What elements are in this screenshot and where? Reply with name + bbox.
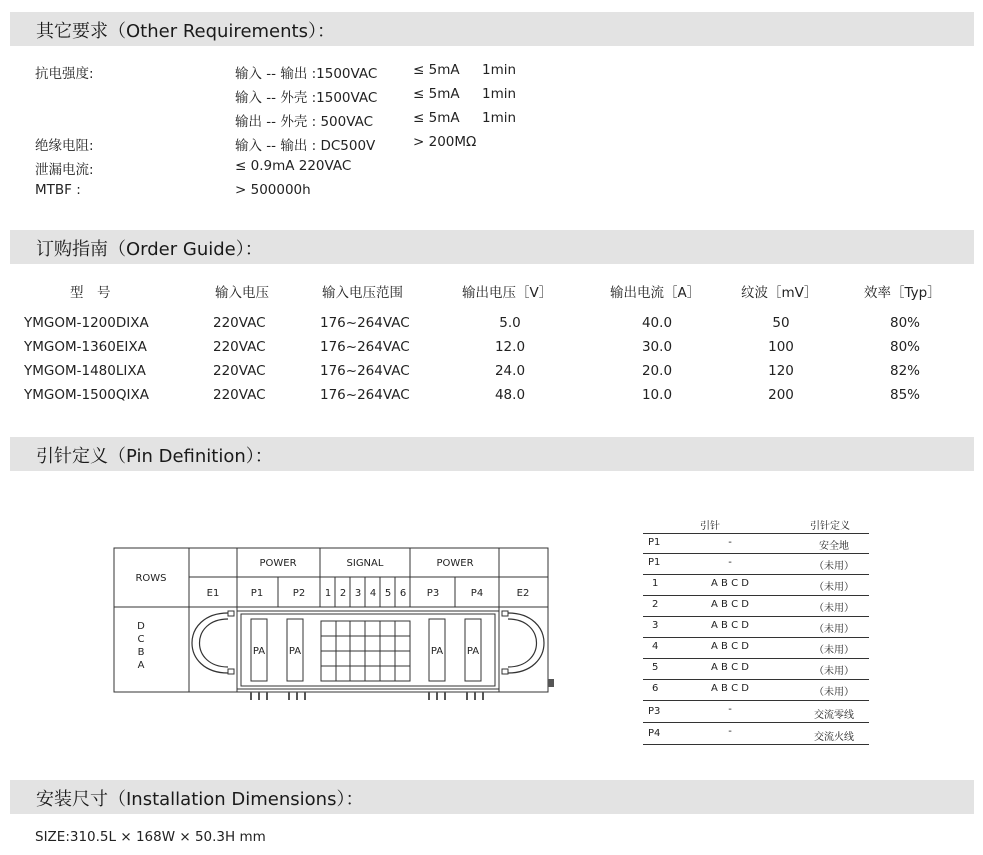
req-value: ≤ 0.9mA 220VAC [235,158,352,174]
pin-cell-rows: A B C D [711,641,749,652]
pin-cell-def: （未用） [814,666,854,677]
left-guide-arc [192,611,234,674]
order-header: 型 号 [70,285,111,301]
order-header: 纹波［mV］ [741,285,818,301]
table-rule [643,679,869,680]
table-rule [643,616,869,617]
pin-cell-rows: A B C D [711,683,749,694]
order-header: 输出电流［A］ [610,285,701,301]
sig-pin-4: 4 [369,588,377,599]
pin-e2: E2 [516,588,530,599]
req-duration: 1min [482,86,517,102]
sig-pin-2: 2 [339,588,347,599]
pin-table-header: 引针定义 [810,521,850,532]
right-guide-arc [502,611,544,674]
connector-diagram [110,545,560,705]
pin-cell-rows: A B C D [711,578,749,589]
pa-label: PA [430,646,444,657]
table-rule [643,574,869,575]
order-header: 输入电压 [215,285,269,301]
rows-label: ROWS [135,573,167,584]
req-limit: > 200MΩ [413,134,477,150]
table-rule [643,553,869,554]
row-letter-c: C [137,634,145,645]
pin-cell-def: （未用） [814,582,854,593]
order-cell: 220VAC [213,387,266,403]
sig-pin-6: 6 [399,588,407,599]
pin-cell-rows: - [728,557,732,568]
power-label-left: POWER [259,558,297,569]
table-rule [643,533,869,534]
signal-contact-grid [321,621,410,681]
order-cell: 82% [889,363,920,379]
pin-p4: P4 [470,588,484,599]
size-spec: SIZE:310.5L × 168W × 50.3H mm [35,829,266,845]
order-cell-model: YMGOM-1500QIXA [24,387,149,403]
order-cell: 176~264VAC [320,363,410,379]
section-title-order-guide: 订购指南（Order Guide）： [36,239,263,260]
section-band-pin-definition [10,437,974,471]
section-band-installation-dimensions [10,780,974,814]
req-value: 输出 -- 外壳 : 500VAC [235,114,374,130]
pin-cell-id: 5 [652,662,659,673]
pin-p2: P2 [292,588,306,599]
pin-table-header: 引针 [700,521,720,532]
pin-cell-def: （未用） [814,645,854,656]
section-title-pin-definition: 引针定义（Pin Definition）： [36,446,273,467]
req-duration: 1min [482,62,517,78]
section-band-other-requirements [10,12,974,46]
pa-label: PA [252,646,266,657]
signal-label: SIGNAL [346,558,384,569]
order-cell: 10.0 [641,387,673,403]
section-title-other-requirements: 其它要求（Other Requirements）： [36,21,335,42]
pin-cell-id: 6 [652,683,659,694]
row-letter-d: D [137,621,145,632]
order-header: 输入电压范围 [322,285,403,301]
order-cell-model: YMGOM-1360EIXA [24,339,147,355]
pin-cell-def: （未用） [814,561,854,572]
pin-cell-def: （未用） [814,687,854,698]
pin-cell-def: （未用） [814,624,854,635]
order-cell: 220VAC [213,339,266,355]
pin-p1: P1 [250,588,264,599]
req-duration: 1min [482,110,517,126]
order-cell: 220VAC [213,363,266,379]
order-cell: 100 [768,339,794,355]
order-cell: 176~264VAC [320,315,410,331]
req-value: 输入 -- 输出 : DC500V [235,138,376,154]
section-title-installation-dimensions: 安装尺寸（Installation Dimensions）： [36,789,364,810]
sig-pin-1: 1 [324,588,332,599]
table-rule [643,722,869,723]
pin-cell-rows: - [728,537,732,548]
req-limit: ≤ 5mA [413,62,460,78]
req-label: 绝缘电阻: [35,138,94,154]
order-cell: 80% [889,339,920,355]
order-cell: 120 [768,363,794,379]
req-value: 输入 -- 外壳 :1500VAC [235,90,378,106]
req-label: MTBF : [35,182,81,198]
table-rule [643,658,869,659]
order-cell: 85% [889,387,920,403]
req-label: 泄漏电流: [35,162,94,178]
order-cell: 20.0 [641,363,673,379]
order-cell: 40.0 [641,315,673,331]
order-cell: 24.0 [494,363,526,379]
order-cell-model: YMGOM-1200DIXA [24,315,149,331]
pin-cell-id: P3 [648,706,661,717]
pin-cell-rows: A B C D [711,620,749,631]
order-cell: 48.0 [494,387,526,403]
section-band-order-guide [10,230,974,264]
pin-cell-rows: A B C D [711,599,749,610]
pin-cell-id: 3 [652,620,659,631]
pin-cell-rows: A B C D [711,662,749,673]
pin-e1: E1 [206,588,220,599]
row-letter-b: B [137,647,145,658]
req-limit: ≤ 5mA [413,86,460,102]
pin-cell-id: P4 [648,728,661,739]
sig-pin-3: 3 [354,588,362,599]
table-rule [643,595,869,596]
pin-cell-id: 1 [652,578,659,589]
pin-cell-def: 交流零线 [814,710,854,721]
order-header: 输出电压［V］ [462,285,553,301]
power-label-right: POWER [436,558,474,569]
table-rule [643,637,869,638]
order-cell: 5.0 [499,315,521,331]
order-cell: 12.0 [494,339,526,355]
pin-cell-id: P1 [648,537,661,548]
order-cell: 30.0 [641,339,673,355]
pa-label: PA [466,646,480,657]
table-rule [643,744,869,745]
order-cell-model: YMGOM-1480LIXA [24,363,146,379]
pa-label: PA [288,646,302,657]
req-value: 输入 -- 输出 :1500VAC [235,66,378,82]
pin-cell-id: P1 [648,557,661,568]
req-label: 抗电强度: [35,66,94,82]
sig-pin-5: 5 [384,588,392,599]
order-cell: 176~264VAC [320,387,410,403]
order-cell: 80% [889,315,920,331]
order-cell: 200 [768,387,794,403]
pin-p3: P3 [426,588,440,599]
order-cell: 176~264VAC [320,339,410,355]
req-value: > 500000h [235,182,311,198]
pin-cell-rows: - [728,726,732,737]
row-letter-a: A [137,660,145,671]
pin-cell-def: 安全地 [819,541,849,552]
table-rule [643,700,869,701]
pin-cell-rows: - [728,704,732,715]
pin-cell-id: 4 [652,641,659,652]
pin-cell-id: 2 [652,599,659,610]
pin-cell-def: 交流火线 [814,732,854,743]
order-cell: 50 [772,315,790,331]
req-limit: ≤ 5mA [413,110,460,126]
pin-cell-def: （未用） [814,603,854,614]
order-header: 效率［Typ］ [864,285,941,301]
order-cell: 220VAC [213,315,266,331]
